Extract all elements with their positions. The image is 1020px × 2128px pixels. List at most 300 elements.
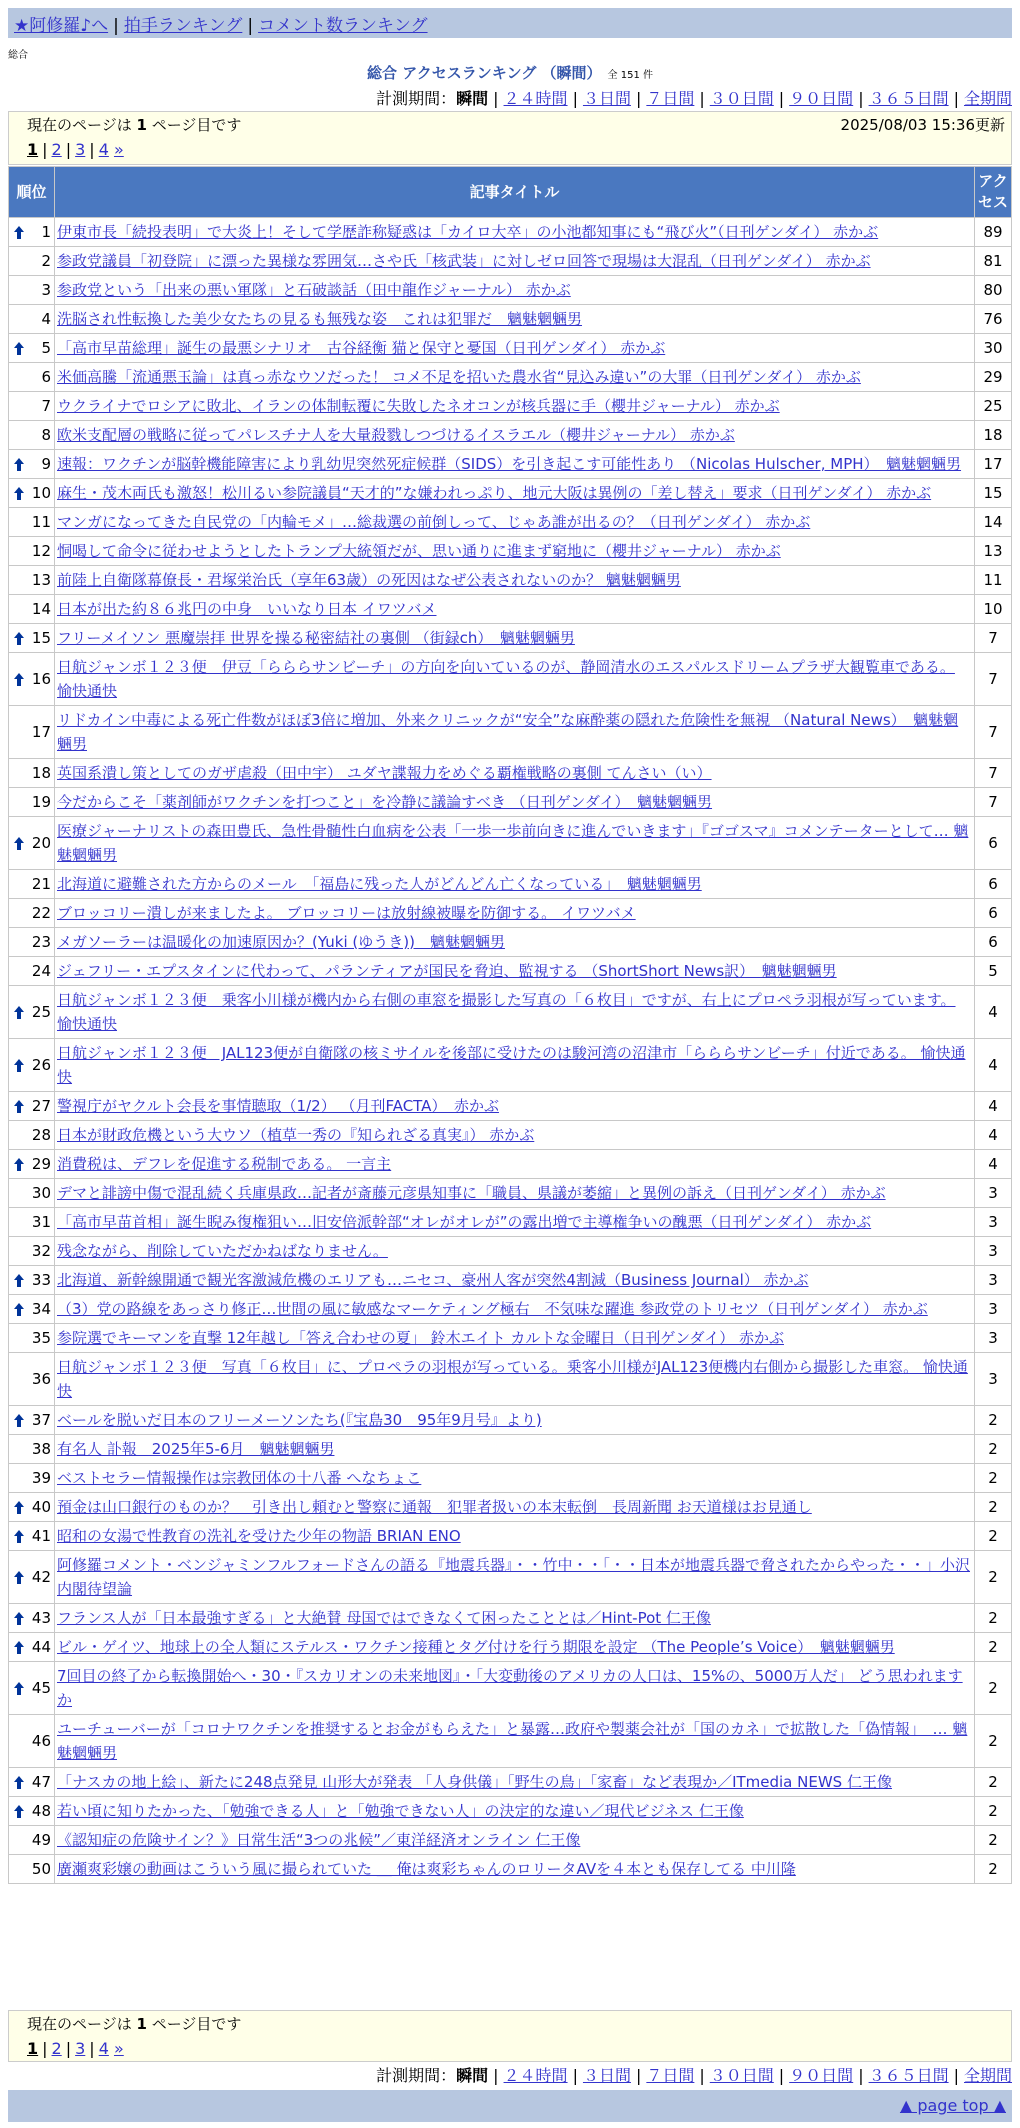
table-row <box>9 450 1011 478</box>
page-separator: | <box>65 140 72 159</box>
table-row <box>9 1768 1011 1796</box>
rank-number: 40 <box>31 1498 51 1516</box>
title-cell <box>55 1662 974 1714</box>
rank-number: 38 <box>31 1440 51 1458</box>
title-cell <box>55 986 974 1038</box>
title-cell <box>55 421 974 449</box>
article-title-link[interactable]: ベールを脱いだ日本のフリーメーソンたち(『宝島30 95年9月号』より) <box>57 1411 542 1429</box>
article-title-link[interactable]: 北海道、新幹線開通で観光客激減危機のエリアも…ニセコ、豪州人客が突然4割減（Business Journal） 赤かぶ <box>57 1271 809 1289</box>
access-count-cell: 7 <box>975 624 1011 652</box>
title-cell <box>55 537 974 565</box>
clap-ranking-link[interactable]: 拍手ランキング <box>123 16 243 36</box>
page-link[interactable]: 4 <box>98 2039 109 2058</box>
current-page-number: 1 <box>136 2015 147 2033</box>
table-header-row <box>9 167 1011 217</box>
article-title-link[interactable]: 参政党という「出来の悪い軍隊」と石破談話（田中龍作ジャーナル） 赤かぶ <box>57 281 571 299</box>
rank-up-arrow-icon <box>14 1776 24 1789</box>
period-selector-bottom <box>376 2063 1012 2086</box>
access-count-cell: 29 <box>975 363 1011 391</box>
rank-number: 34 <box>31 1300 51 1318</box>
rank-cell <box>9 1295 54 1323</box>
article-title-link[interactable]: 残念ながら、削除していただかねばなりません。 <box>57 1242 388 1260</box>
rank-cell <box>9 334 54 362</box>
article-title-link[interactable]: 昭和の女湯で性教育の洗礼を受けた少年の物語 BRIAN ENO <box>57 1527 461 1545</box>
table-row <box>9 706 1011 758</box>
article-title-link[interactable]: 有名人 訃報 2025年5-6月 魑魅魍魎男 <box>57 1440 335 1458</box>
period-option-link[interactable]: ３０日間 <box>709 2066 774 2085</box>
table-row <box>9 1715 1011 1767</box>
title-cell <box>55 1435 974 1463</box>
rank-number: 6 <box>41 368 51 386</box>
nav-separator: | <box>247 16 254 36</box>
rank-cell <box>9 1493 54 1521</box>
article-title-link[interactable]: 「高市早苗総理」誕生の最悪シナリオ 古谷経衡 猫と保守と憂国（日刊ゲンダイ） 赤かぶ <box>57 339 666 357</box>
total-count: 全 151 件 <box>607 70 653 81</box>
table-row <box>9 1266 1011 1294</box>
article-title-link[interactable]: マンガになってきた自民党の「内輪モメ」…総裁選の前倒しって、じゃあ誰が出るの？（日刊ゲンダイ） 赤かぶ <box>57 513 811 531</box>
article-title-link[interactable]: 前陸上自衛隊幕僚長・君塚栄治氏（享年63歳）の死因はなぜ公表されないのか？ 魑魅魍魎男 <box>57 571 681 589</box>
rank-cell <box>9 1797 54 1825</box>
page-prefix: 現在のページは <box>27 2015 132 2033</box>
period-separator: | <box>572 2066 578 2085</box>
table-row <box>9 305 1011 333</box>
article-title-link[interactable]: 7回目の終了から転換開始へ・30・『スカリオンの未来地図』・「大変動後のアメリカの人口は、15%の、5000万人だ」 どう思われますか <box>57 1667 963 1709</box>
rank-cell <box>9 1435 54 1463</box>
rank-cell <box>9 706 54 758</box>
rank-header: 順位 <box>9 167 54 217</box>
table-row <box>9 1493 1011 1521</box>
rank-cell <box>9 870 54 898</box>
access-count-cell: 2 <box>975 1662 1011 1714</box>
rank-number: 22 <box>31 904 51 922</box>
title-cell <box>55 1551 974 1603</box>
title-cell <box>55 653 974 705</box>
rank-number: 5 <box>41 339 51 357</box>
table-row <box>9 247 1011 275</box>
page-link[interactable]: 1 <box>27 140 39 159</box>
table-row <box>9 1435 1011 1463</box>
access-count-cell: 6 <box>975 899 1011 927</box>
rank-cell <box>9 986 54 1038</box>
table-row <box>9 392 1011 420</box>
access-count-cell: 2 <box>975 1855 1011 1883</box>
table-row <box>9 759 1011 787</box>
period-separator: | <box>635 89 642 108</box>
title-cell <box>55 1295 974 1323</box>
article-title-link[interactable]: フリーメイソン 悪魔崇拝 世界を操る秘密結社の裏側 （街録ch） 魑魅魍魎男 <box>57 629 575 647</box>
title-cell <box>55 899 974 927</box>
table-row <box>9 1039 1011 1091</box>
rank-up-arrow-icon <box>14 837 24 850</box>
table-row <box>9 899 1011 927</box>
page-link[interactable]: 2 <box>51 140 62 159</box>
article-title-link[interactable]: 今だからこそ「薬剤師がワクチンを打つこと」を冷静に議論すべき （日刊ゲンダイ） 魑魅魍魎男 <box>57 793 713 811</box>
title-cell <box>55 247 974 275</box>
rank-number: 35 <box>31 1329 51 1347</box>
rank-number: 9 <box>41 455 51 473</box>
article-title-link[interactable]: 医療ジャーナリストの森田豊氏、急性骨髄性白血病を公表「一歩一歩前向きに進んでいきます」『ゴゴスマ』コメンテーターとして… 魑魅魍魎男 <box>57 822 969 864</box>
table-row <box>9 595 1011 623</box>
table-row <box>9 1797 1011 1825</box>
period-option-link[interactable]: ７日間 <box>646 2066 695 2085</box>
table-row <box>9 1855 1011 1883</box>
article-title-link[interactable]: メガソーラーは温暖化の加速原因か？(Yuki (ゆうき)) 魑魅魍魎男 <box>57 933 505 951</box>
rank-number: 32 <box>31 1242 51 1260</box>
rank-number: 45 <box>31 1679 51 1697</box>
article-title-link[interactable]: 伊東市長「続投表明」で大炎上！そして学歴詐称疑惑は「カイロ大卒」の小池都知事にも“飛び火”（日刊ゲンダイ） 赤かぶ <box>57 223 879 241</box>
rank-cell <box>9 508 54 536</box>
article-title-link[interactable]: 「ナスカの地上絵」、新たに248点発見 山形大が発表 「人身供儀」「野生の鳥」「家畜」など表現か／ITmedia NEWS 仁王像 <box>57 1773 892 1791</box>
article-title-link[interactable]: 廣瀬爽彩嬢の動画はこういう風に撮られていた ＿ 俺は爽彩ちゃんのロリータAVを４本とも保存してる 中川隆 <box>57 1860 796 1878</box>
rank-up-arrow-icon <box>14 673 24 686</box>
access-count-cell: 7 <box>975 759 1011 787</box>
title-header: 記事タイトル <box>55 167 974 217</box>
rank-cell <box>9 479 54 507</box>
access-count-cell: 2 <box>975 1633 1011 1661</box>
access-count-cell: 7 <box>975 653 1011 705</box>
access-count-cell: 5 <box>975 957 1011 985</box>
access-count-cell: 76 <box>975 305 1011 333</box>
article-title-link[interactable]: ブロッコリー潰しが来ましたよ。 ブロッコリーは放射線被曝を防御する。 イワツバメ <box>57 904 636 922</box>
access-count-cell: 4 <box>975 1150 1011 1178</box>
rank-number: 10 <box>31 484 51 502</box>
access-count-cell: 4 <box>975 1039 1011 1091</box>
rank-cell <box>9 1551 54 1603</box>
title-cell <box>55 1266 974 1294</box>
rank-cell <box>9 624 54 652</box>
access-count-cell: 2 <box>975 1797 1011 1825</box>
article-title-link[interactable]: 消費税は、デフレを促進する税制である。 一言主 <box>57 1155 392 1173</box>
rank-number: 7 <box>41 397 51 415</box>
access-count-cell: 89 <box>975 218 1011 246</box>
page-link[interactable]: 2 <box>51 2039 62 2058</box>
rank-number: 28 <box>31 1126 51 1144</box>
rank-cell <box>9 957 54 985</box>
access-count-cell: 14 <box>975 508 1011 536</box>
table-row <box>9 1150 1011 1178</box>
title-cell <box>55 1768 974 1796</box>
period-option-link[interactable]: ２４時間 <box>503 89 568 108</box>
access-count-cell: 30 <box>975 334 1011 362</box>
article-title-link[interactable]: 日本が財政危機という大ウソ（植草一秀の『知られざる真実』） 赤かぶ <box>57 1126 535 1144</box>
comment-ranking-link[interactable]: コメント数ランキング <box>258 16 428 36</box>
table-row <box>9 537 1011 565</box>
rank-number: 1 <box>41 223 51 241</box>
access-count-cell: 11 <box>975 566 1011 594</box>
period-separator: | <box>493 2066 499 2085</box>
table-row <box>9 1353 1011 1405</box>
period-separator: | <box>699 2066 705 2085</box>
rank-number: 41 <box>31 1527 51 1545</box>
rank-cell <box>9 363 54 391</box>
title-cell <box>55 595 974 623</box>
article-title-link[interactable]: ベストセラー情報操作は宗教団体の十八番 へなちょこ <box>57 1469 422 1487</box>
period-option-link[interactable]: 全期間 <box>963 2066 1012 2085</box>
title-cell <box>55 870 974 898</box>
rank-cell <box>9 1464 54 1492</box>
rank-number: 2 <box>41 252 51 270</box>
article-title-link[interactable]: 警視庁がヤクルト会長を事情聴取（1/2） （月刊FACTA） 赤かぶ <box>57 1097 499 1115</box>
table-row <box>9 653 1011 705</box>
access-count-cell: 25 <box>975 392 1011 420</box>
rank-number: 15 <box>31 629 51 647</box>
period-current: 瞬間 <box>456 89 489 108</box>
page-link[interactable]: 1 <box>27 2039 39 2058</box>
pager-top <box>8 111 1012 165</box>
title-cell <box>55 1121 974 1149</box>
period-option-link[interactable]: ３６５日間 <box>868 89 949 108</box>
rank-cell <box>9 421 54 449</box>
rank-number: 19 <box>31 793 51 811</box>
period-separator: | <box>572 89 578 108</box>
rank-cell <box>9 1237 54 1265</box>
article-title-link[interactable]: ジェフリー・エプスタインに代わって、パランティアが国民を脅迫、監視する （ShortShort News訳） 魑魅魍魎男 <box>57 962 837 980</box>
title-cell <box>55 1324 974 1352</box>
page-links <box>27 140 993 159</box>
page-top-link[interactable]: ▲ page top ▲ <box>899 2096 1006 2115</box>
rank-cell <box>9 928 54 956</box>
rank-number: 13 <box>31 571 51 589</box>
rank-up-arrow-icon <box>14 1414 24 1427</box>
period-separator: | <box>858 2066 864 2085</box>
title-cell <box>55 759 974 787</box>
rank-number: 43 <box>31 1609 51 1627</box>
current-page-number: 1 <box>136 116 147 134</box>
rank-up-arrow-icon <box>14 1501 24 1514</box>
title-cell <box>55 1855 974 1883</box>
access-count-cell: 3 <box>975 1237 1011 1265</box>
rank-up-arrow-icon <box>14 1100 24 1113</box>
article-title-link[interactable]: 日航ジャンボ１２３便 伊豆「らららサンビーチ」の方向を向いているのが、静岡清水のエスパルスドリームプラザ大観覧車である。 愉快通快 <box>57 658 955 700</box>
access-count-cell: 2 <box>975 1464 1011 1492</box>
rank-up-arrow-icon <box>14 1158 24 1171</box>
table-row <box>9 363 1011 391</box>
rank-cell <box>9 1039 54 1091</box>
page-link[interactable]: 3 <box>75 140 86 159</box>
title-cell <box>55 1179 974 1207</box>
title-cell <box>55 1633 974 1661</box>
title-cell <box>55 218 974 246</box>
title-cell <box>55 1797 974 1825</box>
rank-cell <box>9 1324 54 1352</box>
table-row <box>9 1237 1011 1265</box>
period-separator: | <box>953 2066 959 2085</box>
rank-cell <box>9 1406 54 1434</box>
table-row <box>9 1604 1011 1632</box>
period-option-link[interactable]: ３０日間 <box>709 89 774 108</box>
rank-cell <box>9 1855 54 1883</box>
rank-number: 48 <box>31 1802 51 1820</box>
article-title-link[interactable]: 麻生・茂木両氏も激怒！松川るい参院議員“天才的”な嫌われっぷり、地元大阪は異例の「差し替え」要求（日刊ゲンダイ） 赤かぶ <box>57 484 932 502</box>
ranking-table-body <box>9 218 1011 1883</box>
page-separator: | <box>42 140 48 159</box>
rank-number: 31 <box>31 1213 51 1231</box>
section-label: 総合 <box>8 50 28 61</box>
rank-cell <box>9 1353 54 1405</box>
article-title-link[interactable]: 参院選でキーマンを直撃 12年越し「答え合わせの夏」 鈴木エイト カルトな金曜日（日刊ゲンダイ） 赤かぶ <box>57 1329 784 1347</box>
rank-number: 4 <box>41 310 51 328</box>
rank-cell <box>9 1092 54 1120</box>
title-cell <box>55 363 974 391</box>
period-separator: | <box>778 2066 785 2085</box>
table-row <box>9 566 1011 594</box>
period-option-link[interactable]: ９０日間 <box>789 2066 854 2085</box>
rank-cell <box>9 653 54 705</box>
period-label: 計測期間： <box>376 2066 457 2085</box>
article-title-link[interactable]: フランス人が「日本最強すぎる」と大絶賛 母国ではできなくて困ったこととは／Hint-Pot 仁王像 <box>57 1609 711 1627</box>
rank-cell <box>9 1208 54 1236</box>
rank-up-arrow-icon <box>14 1612 24 1625</box>
article-title-link[interactable]: 英国系潰し策としてのガザ虐殺（田中宇） ユダヤ諜報力をめぐる覇権戦略の裏側 てんさい（い） <box>57 764 712 782</box>
access-count-cell: 80 <box>975 276 1011 304</box>
rank-cell <box>9 1715 54 1767</box>
page-separator: | <box>89 2039 95 2058</box>
article-title-link[interactable]: デマと誹謗中傷で混乱続く兵庫県政…記者が斎藤元彦県知事に「職員、県議が萎縮」と異例の訴え（日刊ゲンダイ） 赤かぶ <box>57 1184 886 1202</box>
rank-cell <box>9 1633 54 1661</box>
updated-timestamp: 2025/08/03 15:36更新 <box>840 116 1005 134</box>
article-title-link[interactable]: 「高市早苗首相」誕生睨み復権狙い…旧安倍派幹部“オレがオレが”の露出増で主導権争いの醜悪（日刊ゲンダイ） 赤かぶ <box>57 1213 872 1231</box>
next-page-link[interactable]: » <box>113 140 124 159</box>
page-link[interactable]: 4 <box>98 140 109 159</box>
access-count-cell: 3 <box>975 1179 1011 1207</box>
period-option-link[interactable]: ３日間 <box>582 2066 631 2085</box>
table-row <box>9 1324 1011 1352</box>
rank-cell <box>9 392 54 420</box>
rank-cell <box>9 247 54 275</box>
period-option-link[interactable]: ２４時間 <box>503 2066 568 2085</box>
table-row <box>9 986 1011 1038</box>
title-cell <box>55 334 974 362</box>
rank-number: 47 <box>31 1773 51 1791</box>
title-cell <box>55 1039 974 1091</box>
table-row <box>9 957 1011 985</box>
access-count-cell: 3 <box>975 1324 1011 1352</box>
period-label: 計測期間： <box>376 89 457 108</box>
table-row <box>9 1121 1011 1149</box>
rank-number: 39 <box>31 1469 51 1487</box>
rank-up-arrow-icon <box>14 226 24 239</box>
period-option-link[interactable]: ３６５日間 <box>868 2066 949 2085</box>
access-count-cell: 2 <box>975 1715 1011 1767</box>
article-title-link[interactable]: 参政党議員「初登院」に漂った異様な雰囲気…さや氏「核武装」に対しゼロ回答で現場は大混乱（日刊ゲンダイ） 赤かぶ <box>57 252 871 270</box>
access-count-cell: 4 <box>975 1092 1011 1120</box>
period-option-link[interactable]: 全期間 <box>963 89 1012 108</box>
rank-up-arrow-icon <box>14 487 24 500</box>
pager-bottom <box>8 2010 1012 2062</box>
title-cell <box>55 566 974 594</box>
rank-cell <box>9 1826 54 1854</box>
table-row <box>9 421 1011 449</box>
article-title-link[interactable]: 預金は山口銀行のものか？ 引き出し頼むと警察に通報 犯罪者扱いの本末転倒 長周新聞 お天道様はお見通し <box>57 1498 812 1516</box>
rank-up-arrow-icon <box>14 632 24 645</box>
rank-up-arrow-icon <box>14 1682 24 1695</box>
rank-cell <box>9 566 54 594</box>
article-title-link[interactable]: リドカイン中毒による死亡件数がほぼ3倍に増加、外来クリニックが“安全”な麻酔薬の隠れた危険性を無視 （Natural News） 魑魅魍魎男 <box>57 711 959 753</box>
article-title-link[interactable]: 北海道に避難された方からのメール 「福島に残った人がどんどん亡くなっている」 魑魅魍魎男 <box>57 875 702 893</box>
access-count-cell: 3 <box>975 1266 1011 1294</box>
article-title-link[interactable]: 洗脳され性転換した美少女たちの見るも無残な姿 これは犯罪だ 魑魅魍魎男 <box>57 310 583 328</box>
title-cell <box>55 1604 974 1632</box>
rank-number: 46 <box>31 1732 51 1750</box>
title-cell <box>55 1406 974 1434</box>
rank-cell <box>9 899 54 927</box>
page-link[interactable]: 3 <box>75 2039 86 2058</box>
rank-number: 26 <box>31 1056 51 1074</box>
access-count-cell: 4 <box>975 986 1011 1038</box>
article-title-link[interactable]: 日航ジャンボ１２３便 乗客小川様が機内から右側の車窓を撮影した写真の「６枚目」ですが、右上にプロペラ羽根が写っています。 愉快通快 <box>57 991 956 1033</box>
title-cell <box>55 706 974 758</box>
article-title-link[interactable]: 米価高騰「流通悪玉論」は真っ赤なウソだった！ コメ不足を招いた農水省“見込み違い”の大罪（日刊ゲンダイ） 赤かぶ <box>57 368 861 386</box>
access-count-cell: 4 <box>975 1121 1011 1149</box>
rank-number: 24 <box>31 962 51 980</box>
article-title-link[interactable]: 欧米支配層の戦略に従ってパレスチナ人を大量殺戮しつづけるイスラエル（櫻井ジャーナル） 赤かぶ <box>57 426 735 444</box>
article-title-link[interactable]: ウクライナでロシアに敗北、イランの体制転覆に失敗したネオコンが核兵器に手（櫻井ジャーナル） 赤かぶ <box>57 397 780 415</box>
period-option-link[interactable]: ３日間 <box>582 89 631 108</box>
rank-cell <box>9 305 54 333</box>
article-title-link[interactable]: 阿修羅コメント・ベンジャミンフルフォードさんの語る『地震兵器』・・竹中・・「・・日本が地震兵器で脅されたからやった・・」小沢内閣待望論 <box>57 1556 970 1598</box>
page-separator: | <box>65 2039 72 2058</box>
access-count-cell: 7 <box>975 706 1011 758</box>
access-count-cell: 10 <box>975 595 1011 623</box>
article-title-link[interactable]: ユーチューバーが「コロナワクチンを推奨するとお金がもらえた」と暴露…政府や製薬会社が「国のカネ」で拡散した「偽情報」 … 魑魅魍魎男 <box>57 1720 968 1762</box>
access-count-cell: 81 <box>975 247 1011 275</box>
title-cell <box>55 1715 974 1767</box>
access-count-cell: 2 <box>975 1406 1011 1434</box>
access-count-cell: 2 <box>975 1768 1011 1796</box>
title-cell <box>55 392 974 420</box>
footer-bar <box>8 2090 1012 2122</box>
access-count-cell: 6 <box>975 817 1011 869</box>
article-title-link[interactable]: 日本が出た約８６兆円の中身 いいなり日本 イワツバメ <box>57 600 437 618</box>
period-separator: | <box>778 89 785 108</box>
rank-cell <box>9 1150 54 1178</box>
article-title-link[interactable]: 若い頃に知りたかった、「勉強できる人」と「勉強できない人」の決定的な違い／現代ビジネス 仁王像 <box>57 1802 744 1820</box>
access-header: アクセス <box>975 167 1011 217</box>
table-row <box>9 1633 1011 1661</box>
period-option-link[interactable]: ７日間 <box>646 89 695 108</box>
article-title-link[interactable]: 速報：ワクチンが脳幹機能障害により乳幼児突然死症候群（SIDS）を引き起こす可能性あり （Nicolas Hulscher, MPH） 魑魅魍魎男 <box>57 455 962 473</box>
table-row <box>9 1464 1011 1492</box>
rank-up-arrow-icon <box>14 1006 24 1019</box>
rank-number: 20 <box>31 834 51 852</box>
title-cell <box>55 1092 974 1120</box>
period-option-link[interactable]: ９０日間 <box>789 89 854 108</box>
rank-cell <box>9 817 54 869</box>
article-title-link[interactable]: 日航ジャンボ１２３便 写真「６枚目」に、プロペラの羽根が写っている。乗客小川様がJAL123便機内右側から撮影した車窓。 愉快通快 <box>57 1358 968 1400</box>
rank-number: 3 <box>41 281 51 299</box>
title-cell <box>55 1353 974 1405</box>
period-separator: | <box>635 2066 642 2085</box>
article-title-link[interactable]: 日航ジャンボ１２３便 JAL123便が自衛隊の核ミサイルを後部に受けたのは駿河湾の沼津市「らららサンビーチ」付近である。 愉快通快 <box>57 1044 966 1086</box>
table-row <box>9 508 1011 536</box>
article-title-link[interactable]: 《認知症の危険サイン？》日常生活“3つの兆候”／東洋経済オンライン 仁王像 <box>57 1831 581 1849</box>
rank-number: 12 <box>31 542 51 560</box>
article-title-link[interactable]: （3）党の路線をあっさり修正…世間の風に敏感なマーケティング極右 不気味な躍進 参政党のトリセツ（日刊ゲンダイ） 赤かぶ <box>57 1300 928 1318</box>
article-title-link[interactable]: 恫喝して命令に従わせようとしたトランプ大統領だが、思い通りに進まず窮地に（櫻井ジャーナル） 赤かぶ <box>57 542 781 560</box>
access-count-cell: 3 <box>975 1295 1011 1323</box>
article-title-link[interactable]: ビル・ゲイツ、地球上の全人類にステルス・ワクチン接種とタグ付けを行う期限を設定 （The People’s Voice） 魑魅魍魎男 <box>57 1638 895 1656</box>
home-link[interactable]: ★阿修羅♪へ <box>14 16 109 36</box>
table-row <box>9 218 1011 246</box>
title-cell <box>55 1150 974 1178</box>
rank-number: 25 <box>31 1003 51 1021</box>
rank-cell <box>9 1768 54 1796</box>
next-page-link[interactable]: » <box>113 2039 124 2058</box>
page-links <box>27 2039 993 2058</box>
title-cell <box>55 624 974 652</box>
rank-cell <box>9 537 54 565</box>
rank-number: 21 <box>31 875 51 893</box>
